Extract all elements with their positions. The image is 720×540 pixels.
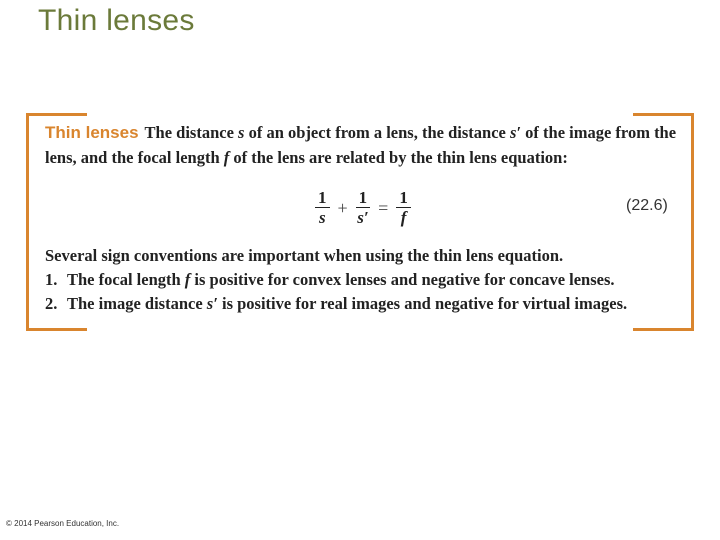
numerator: 1	[356, 189, 371, 208]
thin-lens-equation	[312, 183, 414, 233]
intro-text-3: of the image from the lens, and the focal length	[45, 123, 677, 167]
rule-number: 1.	[45, 270, 58, 289]
rule-text-b: is positive for real images and negative for virtual images.	[217, 294, 628, 313]
denominator: f	[400, 207, 407, 227]
rule-variable: f	[184, 270, 191, 289]
var-f: f	[223, 148, 230, 167]
sign-conventions	[45, 244, 685, 316]
fraction-1-over-s	[315, 189, 330, 228]
var-s-prime: s′	[509, 123, 522, 142]
rule-text-b: is positive for convex lenses and negative for concave lenses.	[190, 270, 615, 289]
numerator: 1	[396, 189, 411, 208]
rule-variable: s′	[206, 294, 218, 313]
box-heading: Thin lenses	[45, 123, 139, 142]
intro-text-4: of the lens are related by the thin lens equation:	[229, 148, 568, 167]
rule-item	[45, 268, 685, 292]
equation-number: (22.6)	[626, 197, 668, 214]
intro-text-2: of an object from a lens, the distance	[244, 123, 510, 142]
rule-text-a: The image distance	[67, 294, 207, 313]
denominator: s	[318, 207, 326, 227]
numerator: 1	[315, 189, 330, 208]
denominator: s′	[357, 207, 369, 227]
fraction-1-over-s-prime	[356, 189, 371, 228]
plus-sign: +	[337, 197, 348, 218]
rule-text-a: The focal length	[67, 270, 185, 289]
intro-text-1: The distance	[144, 123, 239, 142]
rule-item	[45, 292, 685, 316]
conventions-intro: Several sign conventions are important when using the thin lens equation.	[45, 246, 564, 265]
rule-number: 2.	[45, 294, 58, 313]
slide-title: Thin lenses	[38, 4, 195, 37]
fraction-1-over-f	[396, 189, 411, 228]
definition-intro	[45, 120, 685, 170]
equals-sign: =	[378, 197, 389, 218]
copyright-notice: © 2014 Pearson Education, Inc.	[6, 519, 120, 528]
var-s: s	[238, 123, 245, 142]
